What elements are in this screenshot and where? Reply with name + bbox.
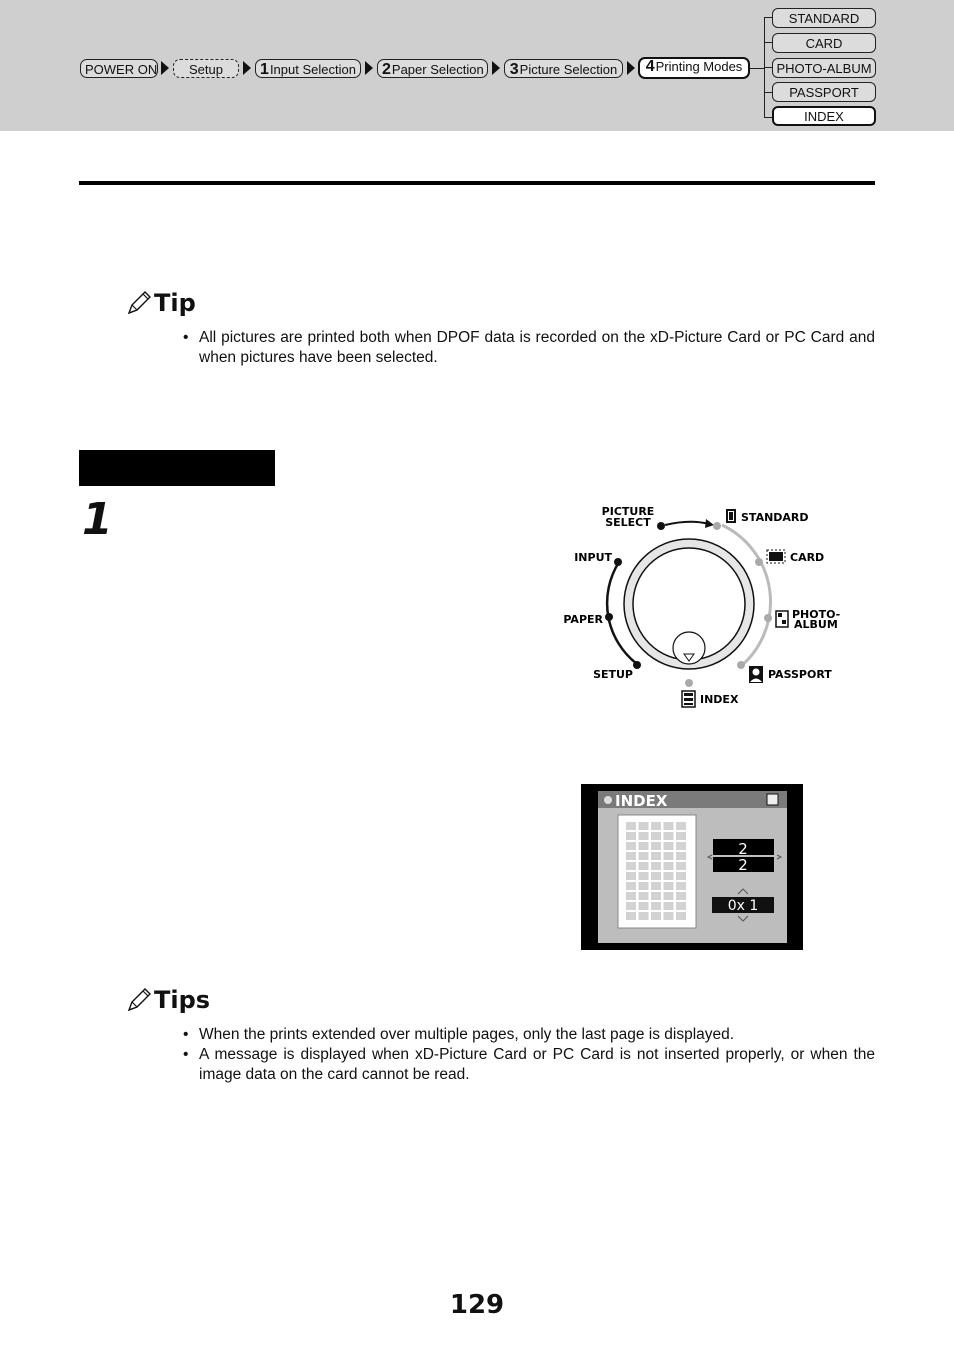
label-select: SELECT [605, 516, 651, 529]
dot-standard [713, 522, 721, 530]
section-title-bar [79, 450, 275, 486]
disc-icon [604, 796, 612, 804]
lcd-page-total: 2 [738, 856, 748, 874]
navigation-band [0, 0, 954, 131]
nav-setup-label: Setup [189, 62, 223, 77]
index-thumbnail [676, 902, 686, 910]
index-thumbnail [651, 882, 661, 890]
index-thumbnail [639, 842, 649, 850]
mode-dial-illustration [550, 500, 860, 715]
card-slot-icon [767, 794, 778, 805]
label-setup: SETUP [593, 668, 633, 681]
connector-line [764, 67, 772, 68]
label-passport: PASSPORT [768, 668, 832, 681]
arrowhead-icon [705, 519, 714, 528]
index-thumbnail [651, 842, 661, 850]
index-thumbnail [676, 862, 686, 870]
index-thumbnail [651, 872, 661, 880]
section-rule [79, 181, 875, 185]
index-thumbnail [651, 902, 661, 910]
index-thumbnail [664, 882, 674, 890]
index-thumbnail [626, 862, 636, 870]
tips-heading [126, 986, 210, 1014]
connector-line [764, 117, 772, 118]
nav-arrow-icon [243, 61, 251, 75]
dot-setup [633, 661, 641, 669]
index-thumbnail [626, 912, 636, 920]
connector-line [764, 17, 772, 18]
index-thumbnail [651, 852, 661, 860]
index-thumbnail [664, 842, 674, 850]
connector-line [764, 42, 772, 43]
tip-heading [126, 289, 196, 317]
index-thumbnail [676, 892, 686, 900]
dial-knob [673, 632, 705, 664]
label-index: INDEX [700, 693, 739, 706]
dot-photo-album [764, 614, 772, 622]
index-thumbnail [651, 912, 661, 920]
index-thumbnail [639, 832, 649, 840]
index-thumbnail [664, 912, 674, 920]
tips-item: • A message is displayed when xD-Picture Card or PC Card is not inserted properly, or when the image data on the card cannot be read. [182, 1045, 875, 1085]
mode-passport[interactable]: PASSPORT [772, 82, 876, 102]
index-thumbnail [676, 872, 686, 880]
tip-list [182, 328, 875, 368]
index-thumbnail [639, 882, 649, 890]
step-number: 2 [382, 61, 391, 78]
tip-item: • All pictures are printed both when DPOF data is recorded on the xD-Picture Card or PC Card and when pictures have been selected. [182, 328, 875, 368]
nav-arrow-icon [161, 61, 169, 75]
mode-photo-album[interactable]: PHOTO-ALBUM [772, 58, 876, 78]
nav-setup[interactable] [173, 59, 239, 78]
index-thumbnail [664, 832, 674, 840]
index-thumbnail [626, 832, 636, 840]
label-input: INPUT [574, 551, 612, 564]
dot-index [685, 679, 693, 687]
tips-list [182, 1025, 875, 1085]
step-number: 1 [82, 494, 113, 545]
nav-power-on-label: POWER ON [85, 62, 158, 77]
nav-picture-selection-label: Picture Selection [519, 62, 618, 77]
nav-paper-selection-label: Paper Selection [391, 62, 484, 77]
mode-index[interactable]: INDEX [772, 106, 876, 126]
index-thumbnail [639, 912, 649, 920]
index-thumbnail [639, 822, 649, 830]
nav-arrow-icon [627, 61, 635, 75]
label-photo: PHOTO- [792, 608, 841, 621]
page-number: 129 [449, 1290, 505, 1320]
lcd-sheet [618, 815, 696, 928]
nav-input-selection-label: Input Selection [269, 62, 356, 77]
dot-input [614, 558, 622, 566]
index-thumbnail [651, 822, 661, 830]
step-number: 4 [645, 58, 655, 75]
connector-line [764, 92, 772, 93]
nav-power-on[interactable] [80, 59, 158, 78]
index-thumbnail [651, 832, 661, 840]
index-thumbnail [651, 892, 661, 900]
index-thumbnail [664, 822, 674, 830]
card-icon [769, 552, 783, 561]
label-picture: PICTURE [601, 505, 655, 518]
nav-paper-selection[interactable] [377, 59, 488, 78]
index-thumbnail [664, 902, 674, 910]
tips-item: • When the prints extended over multiple pages, only the last page is displayed. [182, 1025, 875, 1045]
label-standard: STANDARD [741, 511, 809, 524]
nav-arrow-icon [492, 61, 500, 75]
step-number: 1 [260, 61, 269, 78]
lcd-title: INDEX [615, 792, 668, 810]
index-thumbnail [664, 862, 674, 870]
tips-heading-text: Tips [154, 986, 211, 1014]
index-thumbnail [664, 852, 674, 860]
lcd-screen-illustration [581, 784, 803, 950]
nav-input-selection[interactable] [255, 59, 361, 78]
index-thumbnail [676, 882, 686, 890]
index-thumbnail [626, 902, 636, 910]
tip-heading-text: Tip [154, 289, 196, 317]
index-thumbnail [626, 822, 636, 830]
index-thumbnail [651, 862, 661, 870]
index-thumbnail [676, 822, 686, 830]
index-thumbnail [626, 882, 636, 890]
index-thumbnail [626, 842, 636, 850]
dot-picture-select [657, 522, 665, 530]
index-thumbnail [639, 892, 649, 900]
index-thumbnail [676, 852, 686, 860]
dial-top-arrow [665, 522, 709, 525]
index-thumbnail [626, 852, 636, 860]
nav-picture-selection[interactable] [504, 59, 623, 78]
lcd-page-current: 2 [738, 840, 748, 858]
nav-printing-modes[interactable] [638, 57, 750, 79]
index-thumbnail [639, 862, 649, 870]
dot-paper [605, 613, 613, 621]
index-thumbnail [664, 872, 674, 880]
pencil-icon [126, 290, 152, 316]
index-thumbnail [676, 842, 686, 850]
label-card: CARD [790, 551, 825, 564]
nav-printing-modes-label: Printing Modes [655, 59, 743, 74]
index-thumbnail [639, 852, 649, 860]
index-thumbnail [626, 892, 636, 900]
index-thumbnail [664, 892, 674, 900]
nav-arrow-icon [365, 61, 373, 75]
lcd-copies: 0x 1 [727, 898, 759, 914]
index-thumbnail [626, 872, 636, 880]
index-thumbnail [676, 912, 686, 920]
dot-card [755, 558, 763, 566]
index-thumbnail [676, 832, 686, 840]
step-number: 3 [509, 61, 519, 78]
connector-line [750, 68, 764, 69]
dot-passport [737, 661, 745, 669]
index-thumbnail [639, 902, 649, 910]
mode-standard[interactable]: STANDARD [772, 8, 876, 28]
pencil-icon [126, 987, 152, 1013]
mode-card[interactable]: CARD [772, 33, 876, 53]
index-thumbnail [639, 872, 649, 880]
label-album: ALBUM [794, 618, 838, 631]
label-paper: PAPER [563, 613, 603, 626]
